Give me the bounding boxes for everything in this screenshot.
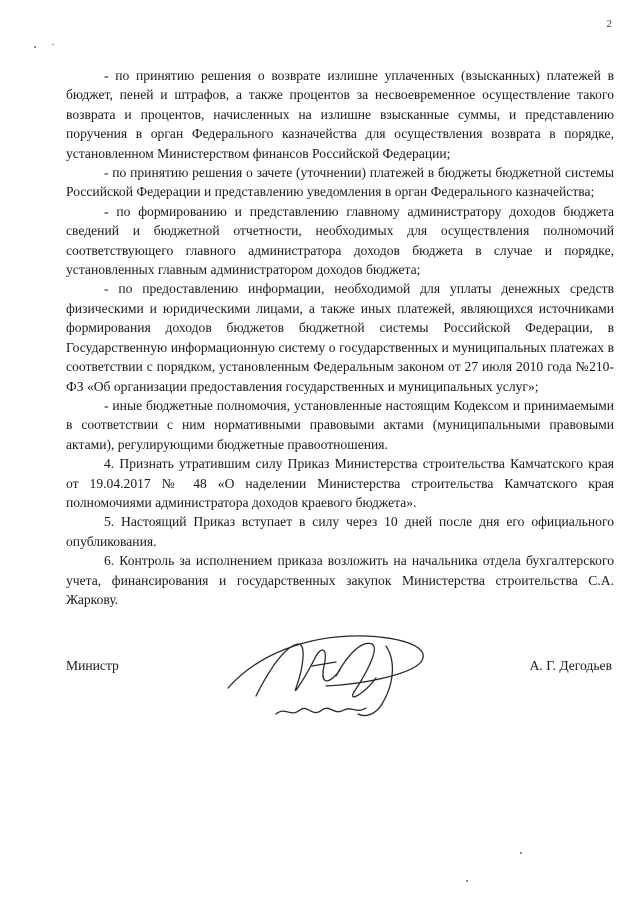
paragraph-refund-decision: - по принятию решения о возврате излишне уплаченных (взысканных) платежей в бюджет, пеней и штрафов, а также процентов за несвоевременное осуществление такого возврата и процентов, начисленных на излишне взысканные суммы, и представлению поручения в орган Федерального казначейства для осуществления возврата в порядке, установленном Министерством финансов Российской Федерации; bbox=[66, 68, 614, 161]
paragraph-other-powers: - иные бюджетные полномочия, установленные настоящим Кодексом и принимаемыми в соответствии с ним нормативными правовыми актами (муниципальными правовыми актами), регулирующими бюджетные правоотношения. bbox=[66, 397, 614, 452]
scan-speck bbox=[52, 44, 54, 45]
paragraph-information-provision: - по предоставлению информации, необходимой для уплаты денежных средств физическими и юридическими лицами, а также иных платежей, являющихся источниками формирования доходов бюджетов бюджетной системы Российской Федерации, в Государственную информационную систему о государственных и муниципальных платежах в соответствии с порядком, установленным Федеральным законом от 27 июля 2010 года №210-ФЗ «Об организации предоставления государственных и муниципальных услуг»; bbox=[66, 281, 614, 394]
paragraph-item-5: 5. Настоящий Приказ вступает в силу через 10 дней после дня его официального опубликования. bbox=[66, 514, 614, 549]
scan-speck bbox=[34, 46, 36, 48]
signatory-title: Министр bbox=[66, 658, 119, 673]
paragraph-item-4: 4. Признать утратившим силу Приказ Министерства строительства Камчатского края от 19.04.2017 № 48 «О наделении Министерства строительства Камчатского края полномочиями администратора доходов краевого бюджета». bbox=[66, 456, 614, 510]
paragraph-reporting: - по формированию и представлению главному администратору доходов бюджета сведений и бюджетной отчетности, необходимых для осуществления полномочий соответствующего главного администратора доходов бюджета в случае и порядке, установленных главным администратором доходов бюджета; bbox=[66, 203, 614, 278]
signatory-name: А. Г. Дегодьев bbox=[529, 658, 612, 673]
paragraph-offset-decision: - по принятию решения о зачете (уточнении) платежей в бюджеты бюджетной системы Российской Федерации и представлению уведомления в орган Федерального казначейства; bbox=[66, 165, 614, 200]
scan-speck bbox=[466, 880, 468, 882]
handwritten-signature bbox=[216, 626, 466, 726]
page-number: 2 bbox=[606, 18, 612, 30]
paragraph-item-6: 6. Контроль за исполнением приказа возложить на начальника отдела бухгалтерского учета, финансирования и государственных закупок Министерства строительства С.А. Жаркову. bbox=[66, 553, 614, 607]
scan-speck bbox=[520, 852, 522, 854]
document-body bbox=[66, 66, 614, 609]
signature-block bbox=[66, 650, 614, 730]
